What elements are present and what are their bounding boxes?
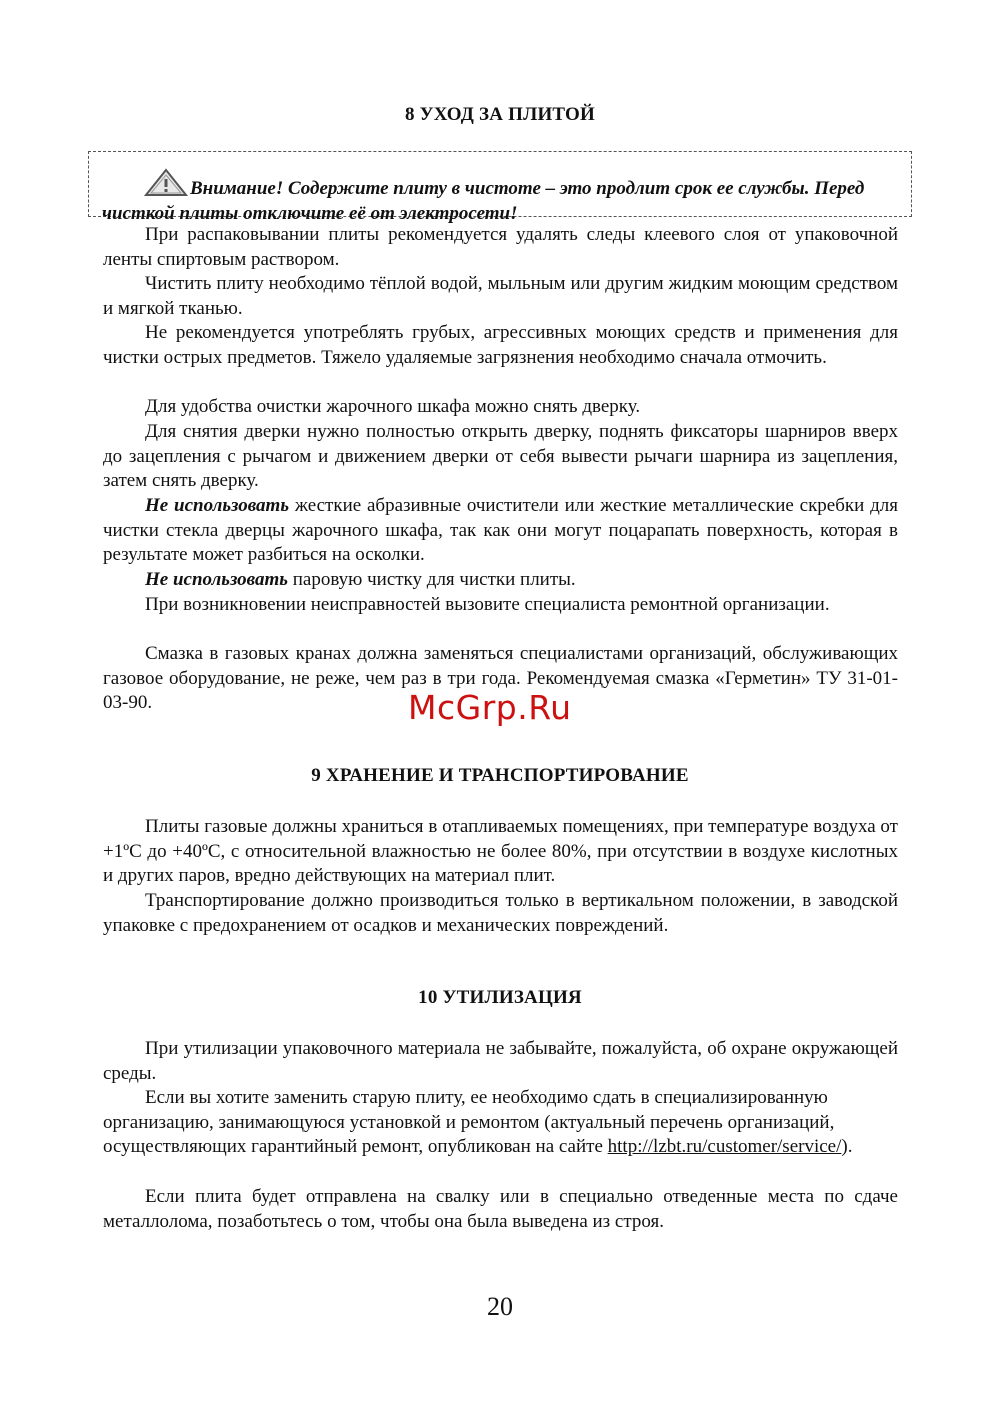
service-link[interactable]: http://lzbt.ru/customer/service/ (607, 1136, 842, 1158)
warning-text: Внимание! Содержите плиту в чистоте – это продлит срок ее службы. Перед чисткой плиты отключите её от электросети! (102, 178, 865, 224)
warning-text-block (102, 168, 902, 226)
s8-paragraph-9: Смазка в газовых кранах должна заменяться специалистами организаций, обслуживающих газовое оборудование, не реже, чем раз в три года. Рекомендуемая смазка «Герметин» ТУ 31-01-03-90. (103, 643, 898, 714)
s8-paragraph-6 (103, 494, 898, 568)
s10-paragraph-3: Если плита будет отправлена на свалку или в специально отведенные места по сдаче металлолома, позаботьтесь о том, чтобы она была выведена из строя. (103, 1186, 898, 1232)
s8-paragraph-6-text: жесткие абразивные очистители или жесткие металлические скребки для чистки стекла дверцы жарочного шкафа, так как они могут поцарапать поверхность, которая в результате может разбиться на осколки. (103, 495, 898, 566)
s10-paragraph-1: При утилизации упаковочного материала не забывайте, пожалуйста, об охране окружающей среды. (103, 1038, 898, 1084)
section-8-title: 8 УХОД ЗА ПЛИТОЙ (405, 104, 595, 125)
page-number: 20 (487, 1292, 513, 1321)
s8-paragraph-5: Для снятия дверки нужно полностью открыть дверку, поднять фиксаторы шарниров вверх до зацепления с рычагом и движением дверки от себя вывести рычаги шарнира из зацепления, затем снять дверку. (103, 421, 898, 492)
s9-paragraph-2: Транспортирование должно производиться только в вертикальном положении, в заводской упаковке с предохранением от осадков и механических повреждений. (103, 890, 898, 936)
emphasis-do-not-use: Не использовать (145, 495, 290, 516)
warning-triangle-icon (144, 168, 188, 198)
s10-paragraph-2-end: ). (841, 1136, 853, 1158)
s8-paragraph-2: Чистить плиту необходимо тёплой водой, мыльным или другим жидким моющим средством и мягкой тканью. (103, 273, 898, 319)
s8-paragraph-3: Не рекомендуется употреблять грубых, агрессивных моющих средств и применения для чистки острых предметов. Тяжело удаляемые загрязнения необходимо сначала отмочить. (103, 322, 898, 368)
s8-paragraph-4: Для удобства очистки жарочного шкафа можно снять дверку. (145, 396, 641, 417)
section-10-title: 10 УТИЛИЗАЦИЯ (418, 987, 582, 1008)
s8-paragraph-7 (103, 568, 898, 593)
s10-paragraph-2-text: Если вы хотите заменить старую плиту, ее необходимо сдать в специализированную организацию, занимающуюся установкой и ремонтом (актуальный перечень организаций, осуществляющих гарантийный ремонт, опубликован на сайте (103, 1087, 835, 1158)
s8-paragraph-7-text: паровую чистку для чистки плиты. (287, 569, 576, 590)
s9-paragraph-1: Плиты газовые должны храниться в отапливаемых помещениях, при температуре воздуха от +1ºС до +40ºС, с относительной влажностью не более 80%, при отсутствии в воздухе кислотных и других паров, вредно действующих на материал плит. (103, 816, 898, 887)
emphasis-do-not-use: Не использовать (145, 569, 288, 590)
section-9-title: 9 ХРАНЕНИЕ И ТРАНСПОРТИРОВАНИЕ (311, 765, 689, 786)
s8-paragraph-1: При распаковывании плиты рекомендуется удалять следы клеевого слоя от упаковочной ленты спиртовым раствором. (103, 224, 898, 270)
watermark: McGrp.Ru (408, 688, 572, 727)
s8-paragraph-8: При возникновении неисправностей вызовите специалиста ремонтной организации. (145, 594, 830, 615)
s10-paragraph-2 (103, 1086, 898, 1160)
